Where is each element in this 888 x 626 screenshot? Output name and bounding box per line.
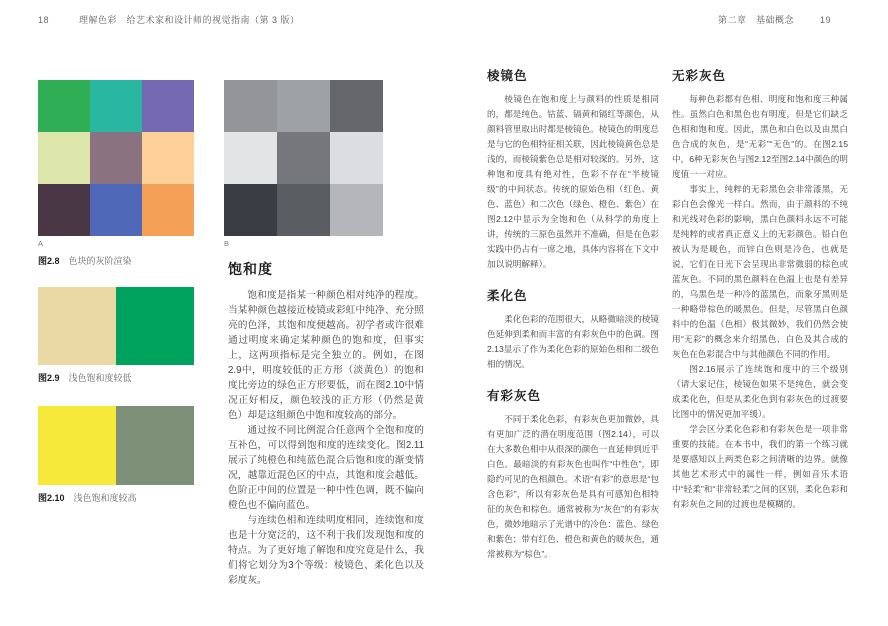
figure-2-9-swatches — [38, 287, 194, 365]
section-heading-chromatic-gray: 有彩灰色 — [487, 389, 542, 403]
grid-a-label: A — [38, 239, 44, 248]
color-swatch — [38, 287, 116, 365]
gray-swatch — [224, 184, 277, 236]
color-swatch — [116, 406, 194, 485]
section-muted-color — [487, 286, 659, 372]
figure-number: 图2.10 — [38, 493, 65, 503]
gray-swatch — [330, 80, 383, 132]
figure-caption-text: 浅色饱和度较高 — [73, 493, 137, 503]
running-head-right — [718, 13, 831, 26]
gray-swatch — [224, 80, 277, 132]
section-heading-muted-color: 柔化色 — [487, 289, 528, 303]
color-swatch — [38, 80, 90, 132]
paragraph: 柔化色彩的范围很大，从略微暗淡的棱镜色延伸到柔和而丰富的有彩灰色中的色调。图2.13显示了作为柔化色彩的原始色相和二级色相的情况。 — [487, 314, 659, 369]
figure-2-8-caption — [38, 254, 132, 267]
right-page-column-2 — [672, 66, 848, 512]
page-number-right: 19 — [820, 15, 832, 25]
figure-2-10-swatches — [38, 406, 194, 485]
color-swatch — [90, 80, 142, 132]
gray-swatch — [277, 80, 330, 132]
paragraph: 不同于柔化色彩，有彩灰色更加微妙，具有更加广泛的潜在明度范围（图2.14），可以在大多数色相中从很深的颜色一直延伸到近乎白色。最暗淡的有彩灰色也叫作“中性色”，即隐约可见的色相颜色。术语“有彩”的意思是“包含色彩”，所以有彩灰色是具有可感知色相特征的灰色和棕色。通常被称为“灰色”的有彩灰色，微妙地暗示了光谱中的冷色：蓝色、绿色和紫色；带有红色、橙色和黄色的暖灰色，通常被称为“棕色”。 — [487, 414, 659, 559]
color-swatch — [90, 132, 142, 184]
figure-2-9-caption — [38, 371, 132, 384]
gray-swatch — [330, 132, 383, 184]
section-achromatic-gray — [672, 66, 848, 512]
gray-swatch — [330, 184, 383, 236]
saturation-section — [228, 259, 424, 588]
color-swatch — [38, 406, 116, 485]
chapter-title: 第二章 基础概念 — [718, 15, 795, 25]
paragraph: 饱和度是指某一种颜色相对纯净的程度。当某种颜色越接近棱镜或彩虹中纯净、充分照亮的色泽，其饱和度便越高。初学者或许很难通过明度来确定某种颜色的饱和度，但事实上，这两项指标是完全独立的。例如，在图2.9中，明度较低的正方形（淡黄色）的饱和度比旁边的绿色正方形要低，而在图2.10中情况正好相反，颜色较浅的正方形（仍然是黄色）却是这组颜色中饱和度较高的部分。 — [228, 290, 424, 421]
page-number-left: 18 — [38, 15, 50, 25]
grid-b-label: B — [224, 239, 230, 248]
color-swatch — [116, 287, 194, 365]
figure-number: 图2.8 — [38, 256, 60, 266]
right-page-column-1 — [487, 66, 659, 562]
figure-caption-text: 浅色饱和度较低 — [68, 373, 132, 383]
paragraph: 通过按不同比例混合任意两个全饱和度的互补色，可以得到饱和度的连续变化。图2.11展示了纯橙色和纯蓝色混合后饱和度的渐变情况，越靠近混色区的中点，其饱和度会越低。色阶正中间的位置是一种中性色调，既不偏向橙色也不偏向蓝色。 — [228, 425, 424, 511]
color-swatch — [38, 184, 90, 236]
section-chromatic-gray — [487, 386, 659, 562]
color-swatch — [38, 132, 90, 184]
color-swatch — [142, 80, 194, 132]
section-heading-prism-color: 棱镜色 — [487, 69, 528, 83]
paragraph: 每种色彩都有色相、明度和饱和度三种属性。虽然白色和黑色也有明度，但是它们缺乏色相和饱和度。因此，黑色和白色以及由黑白色合成的灰色，是“无彩”“无色”的。在图2.15中，6种无彩灰色与图2.12至图2.14中颜色的明度值一一对应。 — [672, 94, 848, 179]
paragraph: 学会区分柔化色彩和有彩灰色是一项非常重要的技能。在本书中，我们的第一个练习就是要感知以上两类色彩之间清晰的边界。就像其他艺术形式中的属性一样，例如音乐术语中“轻柔”和“非常轻柔”之间的区别，柔化色彩和有彩灰色之间的过渡也是模糊的。 — [672, 424, 848, 509]
gray-swatch — [224, 132, 277, 184]
section-prism-color — [487, 66, 659, 272]
section-heading-saturation: 饱和度 — [228, 261, 273, 277]
section-heading-achromatic-gray: 无彩灰色 — [672, 69, 727, 83]
figure-2-10-caption — [38, 491, 137, 504]
paragraph: 与连续色相和连续明度相同，连续饱和度也是十分宽泛的，这不利于我们发现饱和度的特点。为了更好地了解饱和度究竟是什么，我们将它划分为3个等级：棱镜色、柔化色以及彩度灰。 — [228, 515, 424, 586]
color-swatch — [142, 184, 194, 236]
paragraph: 事实上，纯粹的无彩黑色会非常漆黑，无彩白色会像光一样白。然而，由于颜料的不纯和光线对色彩的影响，黑白色颜料永远不可能是纯粹的或者真正意义上的无彩颜色。铅白色被认为是暖色，而锌白色则是冷色，也就是说，它们在日光下会呈现出非常微弱的棕色或蓝灰色。不同的黑色颜料在色温上也是有差异的，乌黑色是一种冷的蓝黑色，而象牙黑则是一种略带棕色的暖黑色。但是，尽管黑白色颜料中的色温（色相）极其微妙，我们仍然会使用“无彩”的概念来介绍黑色、白色及其合成的灰色在色彩混合中与其他颜色不同的作用。 — [672, 184, 848, 359]
figure-2-8-color-grid-a — [38, 80, 194, 236]
figure-number: 图2.9 — [38, 373, 60, 383]
paragraph: 图2.16展示了连续饱和度中的三个级别（请大家记住，棱镜色如果不是纯色，就会变成柔化色，但是从柔化色到有彩灰色的过渡要比图中的情况更加平缓）。 — [672, 364, 848, 419]
book-title: 理解色彩 给艺术家和设计师的视觉指南（第 3 版） — [79, 15, 300, 25]
figure-caption-text: 色块的灰阶渲染 — [68, 256, 132, 266]
color-swatch — [90, 184, 142, 236]
color-swatch — [142, 132, 194, 184]
running-head-left — [38, 13, 300, 26]
gray-swatch — [277, 132, 330, 184]
gray-swatch — [277, 184, 330, 236]
paragraph: 棱镜色在饱和度上与颜料的性质是相同的，都是纯色。钴蓝、镉黄和镉红等颜色，从颜料管里取出时都是棱镜色。棱镜色的明度总是与它的色相特征相关联，因此棱镜黄色总是浅的，而棱镜紫色总是相对较深的。另外，这种饱和度具有绝对性，色彩不存在“半棱镜级”的中间状态。传统的原始色相（红色、黄色、蓝色）和二次色（绿色、橙色、紫色）在图2.12中显示为全饱和色（从科学的角度上讲，传统的三原色虽然并不准确，但是在色彩实践中仍占有一席之地，具体内容将在下文中加以说明解释）。 — [487, 94, 659, 269]
figure-2-8-grayscale-grid-b — [224, 80, 383, 236]
